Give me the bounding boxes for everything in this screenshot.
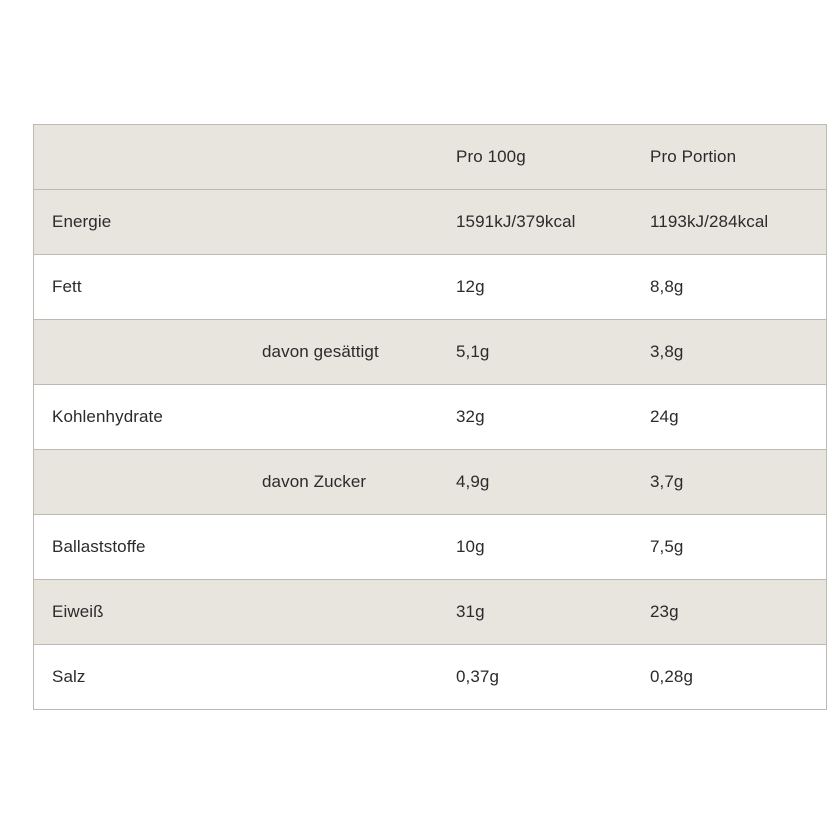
row-label [34,450,263,515]
table-header-row [34,125,827,190]
row-value-portion: 7,5g [650,515,827,580]
row-label: Ballaststoffe [34,515,263,580]
table-row-fett [34,255,827,320]
table-row-salz [34,645,827,710]
row-sublabel [262,385,456,450]
row-label: Energie [34,190,263,255]
row-value-portion: 23g [650,580,827,645]
row-value-portion: 1193kJ/284kcal [650,190,827,255]
row-value-100g: 32g [456,385,650,450]
row-value-100g: 1591kJ/379kcal [456,190,650,255]
row-value-100g: 10g [456,515,650,580]
nutrition-table [33,124,827,710]
row-sublabel [262,255,456,320]
row-value-portion: 3,7g [650,450,827,515]
row-sublabel [262,515,456,580]
table-row-eiweiss [34,580,827,645]
row-sublabel: davon gesättigt [262,320,456,385]
table-row-zucker [34,450,827,515]
row-sublabel [262,645,456,710]
row-value-portion: 3,8g [650,320,827,385]
header-per-portion: Pro Portion [650,125,827,190]
table-row-energie [34,190,827,255]
row-value-100g: 4,9g [456,450,650,515]
row-sublabel [262,190,456,255]
table-row-gesaettigt [34,320,827,385]
row-value-100g: 5,1g [456,320,650,385]
row-value-100g: 31g [456,580,650,645]
row-value-portion: 0,28g [650,667,694,686]
row-label: Kohlenhydrate [34,385,263,450]
table-row-kohlenhydrate [34,385,827,450]
row-value-100g: 12g [456,255,650,320]
header-empty-sub-cell [262,125,456,190]
row-value-portion: 8,8g [650,255,827,320]
row-label: Fett [34,255,263,320]
row-label: Salz [52,667,86,686]
row-sublabel [262,580,456,645]
header-per-100g: Pro 100g [456,125,650,190]
row-value-portion: 24g [650,385,827,450]
row-label [34,320,263,385]
row-sublabel: davon Zucker [262,450,456,515]
row-value-100g: 0,37g [456,667,500,686]
row-label: Eiweiß [34,580,263,645]
table-row-ballaststoffe [34,515,827,580]
header-empty-cell [34,125,263,190]
